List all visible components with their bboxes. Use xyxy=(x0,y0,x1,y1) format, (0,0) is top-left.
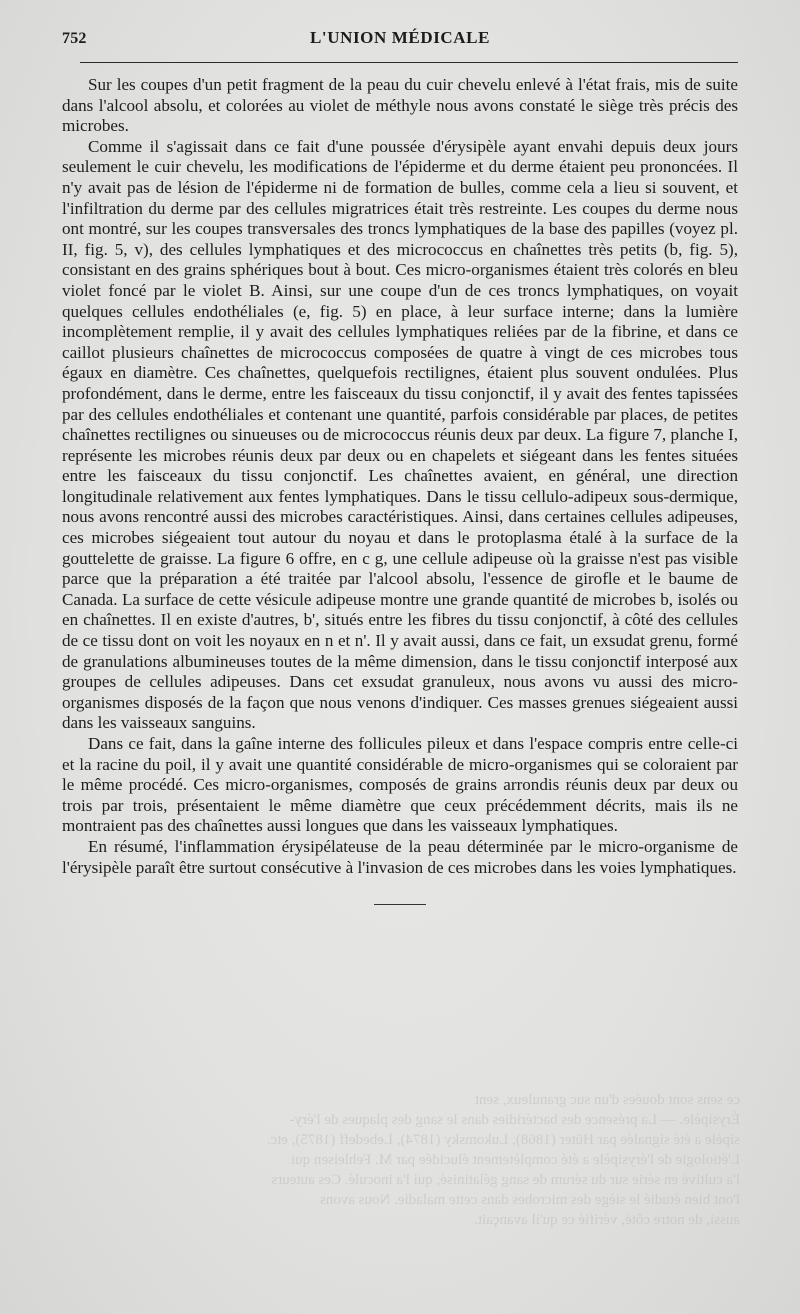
paragraph: Dans ce fait, dans la gaîne interne des follicules pileux et dans l'espace compris entre celle-ci et la racine du poil, il y avait une quantité considérable de micro-organismes qui se coloraient par le même procédé. Ces micro-organismes, composés de grains arrondis réunis deux par deux ou trois par trois, présentaient le même diamètre que ceux précédemment décrits, mais ils ne montraient pas des chaînettes aussi longues que dans les vaisseaux lymphatiques. xyxy=(62,734,738,836)
journal-title: L'UNION MÉDICALE xyxy=(309,28,491,47)
bleed-through-line: aussi, de notre côté, vérifié ce qu'il avançait. xyxy=(474,1212,740,1228)
section-end-rule xyxy=(374,904,426,905)
article-body xyxy=(62,75,738,878)
paragraph: Comme il s'agissait dans ce fait d'une poussée d'érysipèle ayant envahi depuis deux jours seulement le cuir chevelu, les modifications de l'épiderme et du derme étaient peu prononcées. Il n'y avait pas de lésion de l'épiderme ni de formation de bulles, comme cela a lieu si souvent, et l'infiltration du derme par des cellules migratrices était très restreinte. Les coupes du derme nous ont montré, sur les coupes transversales des troncs lymphatiques de la base des papilles (voyez pl. II, fig. 5, v), des cellules lymphatiques et des micrococcus en chaînettes très petits (b, fig. 5), consistant en des grains sphériques bout à bout. Ces micro-organismes étaient très colorés en bleu violet foncé par le violet B. Ainsi, sur une coupe d'un de ces troncs lymphatiques, on voyait quelques cellules endothéliales (e, fig. 5) en place, à leur surface interne; dans la lumière incomplètement remplie, il y avait des cellules lymphatiques reliées par de la fibrine, et dans ce caillot plusieurs chaînettes de micrococcus composées de quatre à vingt de ces microbes tous égaux en diamètre. Ces chaînettes, quelquefois rectilignes, étaient plus souvent ondulées. Plus profondément, dans le derme, entre les faisceaux du tissu conjonctif, il y avait des fentes tapissées par des cellules endothéliales et contenant une quantité, parfois considérable par places, de petites chaînettes rectilignes ou sinueuses ou de micrococcus réunis deux par deux. La figure 7, planche I, représente les microbes réunis deux par deux ou en chapelets et siégeant dans les fentes situées entre les faisceaux du tissu conjonctif. Les chaînettes avaient, en général, une direction longitudinale relativement aux fentes lymphatiques. Dans le tissu cellulo-adipeux sous-dermique, nous avons rencontré aussi des microbes caractéristiques. Ainsi, dans certaines cellules adipeuses, ces microbes siégeaient tout autour du noyau et dans le protoplasma étalé à la surface de la gouttelette de graisse. La figure 6 offre, en c g, une cellule adipeuse où la graisse n'est pas visible parce que la préparation a été traitée par l'alcool absolu, l'essence de girofle et le baume de Canada. La surface de cette vésicule adipeuse montre une grande quantité de microbes b, isolés ou en chaînettes. Il en existe d'autres, b', situés entre les fibres du tissu conjonctif, à côté des cellules de ce tissu dont on voit les noyaux en n et n'. Il y avait aussi, dans ce fait, un exsudat grenu, formé de granulations albumineuses toutes de la même dimension, dans le tissu conjonctif interposé aux groupes de cellules adipeuses. Dans cet exsudat granuleux, nous avons vu aussi des micro-organismes disposés de la façon que nous venons d'indiquer. Ces masses grenues siégeaient aussi dans les vaisseaux sanguins. xyxy=(62,136,738,733)
bleed-through-text xyxy=(60,1090,740,1230)
bleed-through-line: Érysipèle. — La présence des bactéridies dans le sang des plaques de l'éry- xyxy=(289,1112,740,1128)
bleed-through-line: l'ont bien étudié le siège des microbes dans cette maladie. Nous avons xyxy=(319,1192,740,1208)
running-header xyxy=(62,28,738,62)
header-rule xyxy=(80,62,738,63)
bleed-through-line: ce sens sont douées d'un suc granuleux, sent xyxy=(474,1092,740,1108)
bleed-through-line: l'a cultivé en série sur du sérum de sang gélatinisé, qui l'a inoculé. Ces auteurs xyxy=(271,1172,740,1188)
page-number: 752 xyxy=(62,30,87,47)
paragraph: Sur les coupes d'un petit fragment de la peau du cuir chevelu enlevé à l'état frais, mis de suite dans l'alcool absolu, et colorées au violet de méthyle nous avons constaté le siège très précis des microbes. xyxy=(62,75,738,136)
paragraph: En résumé, l'inflammation érysipélateuse de la peau déterminée par le micro-organisme de l'érysipèle paraît être surtout consécutive à l'invasion de ces microbes dans les voies lymphatiques. xyxy=(62,836,738,877)
bleed-through-line: L'étiologie de l'érysipèle a été complètement élucidée par M. Fehleisen qui xyxy=(291,1152,740,1168)
bleed-through-line: sipèle a été signalée par Hüter (1868), Lukomsky (1874), Lebedeff (1875), etc. xyxy=(266,1132,740,1148)
